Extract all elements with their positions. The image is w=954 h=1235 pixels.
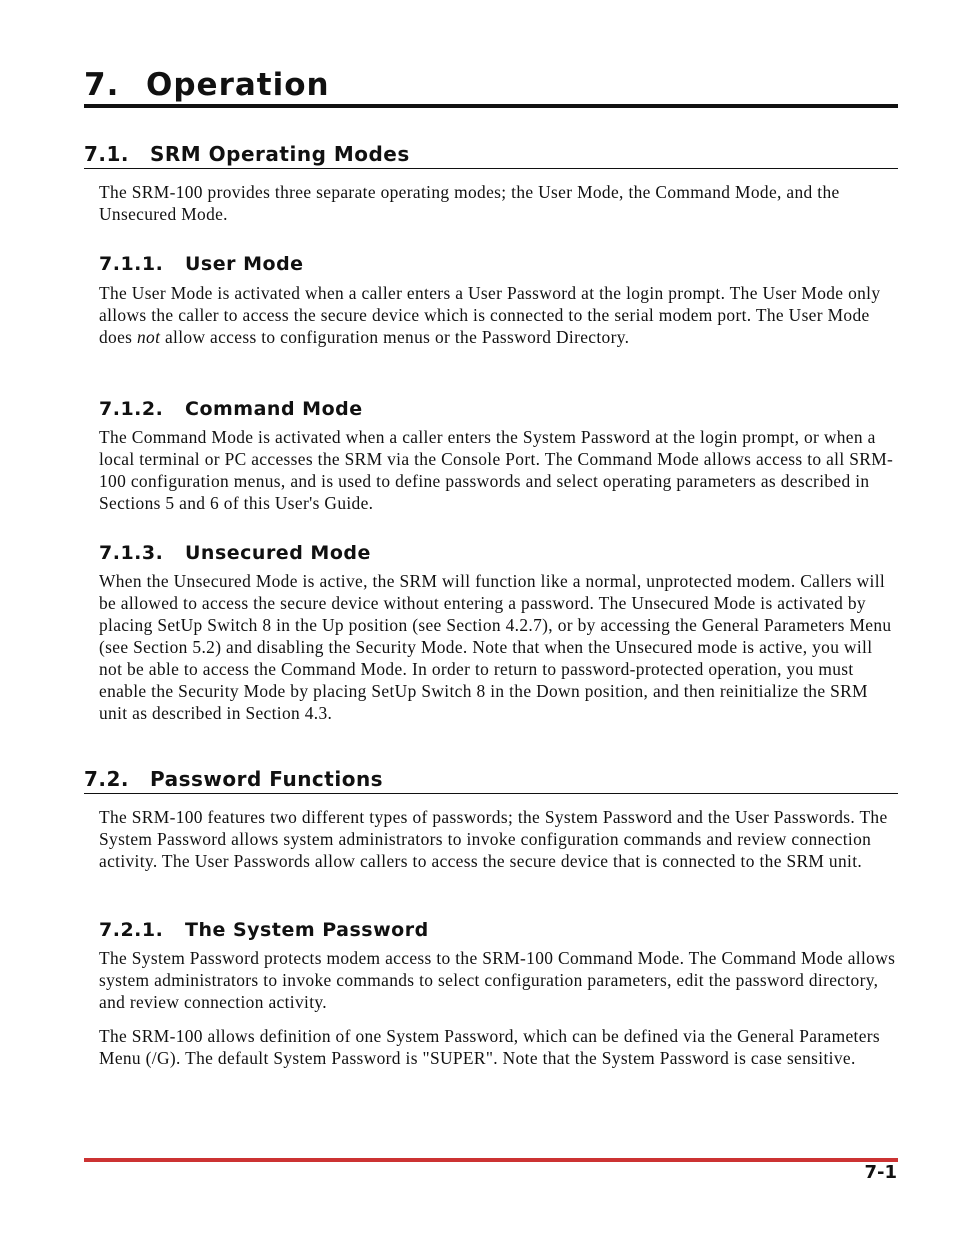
section-intro-password-functions (99, 806, 899, 872)
chapter-number: 7. (84, 67, 120, 103)
chapter-rule (84, 104, 898, 108)
paragraph: The Command Mode is activated when a caller enters the System Password at the login prompt, or when a local terminal or PC accesses the SRM via the Console Port. The Command Mode allows access to all SRM-100 configuration menus, and is used to define passwords and select operating parameters as described in Sections 5 and 6 of this User's Guide. (99, 427, 894, 513)
paragraph-unsecured-mode (99, 570, 899, 724)
subsection-title: Unsecured Mode (185, 542, 371, 564)
subsection-heading-unsecured-mode (99, 540, 898, 566)
section-heading-operating-modes (84, 140, 898, 169)
section-heading-password-functions (84, 765, 898, 794)
paragraph-system-password-1 (99, 947, 899, 1013)
subsection-heading-user-mode (99, 251, 898, 277)
subsection-number: 7.1.2. (99, 398, 164, 420)
footer-rule (84, 1158, 898, 1162)
paragraph: The SRM-100 provides three separate operating modes; the User Mode, the Command Mode, and the Unsecured Mode. (99, 182, 840, 224)
paragraph: The SRM-100 allows definition of one System Password, which can be defined via the General Parameters Menu (/G). The default System Password is "SUPER". Note that the System Password is case sensitive. (99, 1026, 881, 1068)
page-number: 7-1 (864, 1162, 897, 1183)
text-run: The User Mode is activated when a caller enters a User Password at the login prompt. The User Mode only allows the caller to access the secure device which is connected to the serial modem port. The User Mode does (99, 283, 881, 347)
paragraph: When the Unsecured Mode is active, the SRM will function like a normal, unprotected modem. Callers will be allowed to access the secure device without entering a password. The Unsecured Mode is activated by placing SetUp Switch 8 in the Up position (see Section 4.2.7), or by accessing the General Parameters Menu (see Section 5.2) and disabling the Security Mode. Note that when the Unsecured mode is active, you will not be able to access the Command Mode. In order to return to password-protected operation, you must enable the Security Mode by placing SetUp Switch 8 in the Down position, and then reinitialize the SRM unit as described in Section 4.3. (99, 571, 892, 723)
section-title: SRM Operating Modes (150, 142, 410, 166)
paragraph: The SRM-100 features two different types of passwords; the System Password and the User Passwords. The System Password allows system administrators to invoke configuration commands and review connection activity. The User Passwords allow callers to access the secure device that is connected to the SRM unit. (99, 807, 888, 871)
subsection-number: 7.1.3. (99, 542, 164, 564)
section-intro-operating-modes (99, 181, 899, 225)
subsection-number: 7.1.1. (99, 253, 164, 275)
chapter-title: Operation (146, 67, 330, 103)
subsection-heading-system-password (99, 917, 898, 943)
section-title: Password Functions (150, 767, 384, 791)
paragraph-user-mode (99, 282, 899, 348)
paragraph-system-password-2 (99, 1025, 899, 1069)
section-number: 7.2. (84, 767, 130, 791)
subsection-title: The System Password (185, 919, 429, 941)
subsection-title: Command Mode (185, 398, 363, 420)
paragraph: The System Password protects modem access to the SRM-100 Command Mode. The Command Mode allows system administrators to invoke commands to select configuration parameters, edit the password directory, and review connection activity. (99, 948, 896, 1012)
section-number: 7.1. (84, 142, 130, 166)
paragraph (99, 282, 899, 348)
subsection-number: 7.2.1. (99, 919, 164, 941)
subsection-heading-command-mode (99, 396, 898, 422)
emphasis: not (136, 327, 161, 347)
chapter-heading (84, 64, 898, 106)
paragraph-command-mode (99, 426, 899, 514)
text-run: allow access to configuration menus or the Password Directory. (160, 327, 630, 347)
subsection-title: User Mode (185, 253, 304, 275)
